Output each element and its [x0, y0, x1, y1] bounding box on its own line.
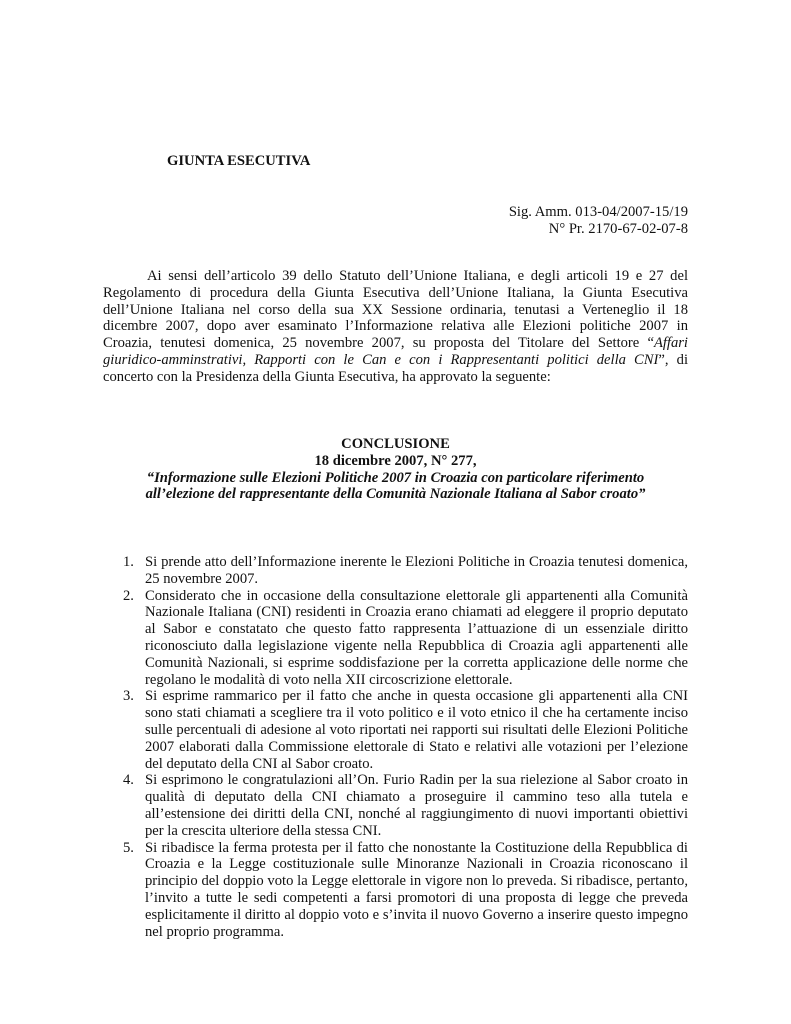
conclusion-points-list	[103, 554, 688, 940]
list-item-number: 5.	[123, 839, 134, 856]
list-item	[103, 840, 688, 941]
list-item-text: Si esprime rammarico per il fatto che anche in questa occasione gli appartenenti alla CNI sono stati chiamati a scegliere tra il voto politico e il voto etnico il che ha certamente inciso sulle percentuali di adesione al voto riportati nei rapporti sui risultati delle Elezioni Politiche 2007 elaborati dalla Commissione elettorale di Stato e relativi alle votazioni per l’elezione del deputato della CNI al Sabor croato.	[145, 688, 688, 772]
intro-italic-sector: Affari giuridico-amminstrativi, Rapporti con le Can e con i Rappresentanti politici della CNI	[103, 335, 688, 368]
reference-number-1: Sig. Amm. 013-04/2007-15/19	[508, 204, 688, 220]
conclusion-subtitle-line-2: all’elezione del rappresentante della Comunità Nazionale Italiana al Sabor croato”	[145, 486, 646, 503]
reference-block	[288, 204, 688, 238]
conclusion-date-number: 18 dicembre 2007, N° 277,	[314, 452, 477, 469]
list-item	[103, 688, 688, 772]
organ-heading: GIUNTA ESECUTIVA	[167, 153, 311, 169]
list-item-number: 4.	[123, 772, 134, 789]
conclusion-heading-block	[103, 436, 688, 503]
list-item-number: 3.	[123, 688, 134, 705]
list-item-text: Considerato che in occasione della consultazione elettorale gli appartenenti alla Comunità Nazionale Italiana (CNI) residenti in Croazia erano chiamati ad eleggere il proprio deputato al Sabor e constatato che questo fatto rappresenta l’attuazione di un essenziale diritto riconosciuto dalla legislazione vigente nella Repubblica di Croazia agli appartenenti alle Comunità Nazionali, si esprime soddisfazione per la corretta applicazione delle norme che regolano le modalità di voto nella XII circoscrizione elettorale.	[145, 587, 688, 688]
list-item-number: 1.	[123, 554, 134, 570]
conclusion-subtitle-line-1: “Informazione sulle Elezioni Politiche 2007 in Croazia con particolare riferimento	[146, 469, 645, 486]
list-item	[103, 588, 688, 689]
conclusion-title: CONCLUSIONE	[341, 436, 450, 452]
list-item-text: Si ribadisce la ferma protesta per il fatto che nonostante la Costituzione della Repubblica di Croazia e la Legge costituzionale sulle Minoranze Nazionali in Croazia riconoscano il principio del doppio voto la Legge elettorale in vigore non lo preveda. Si ribadisce, pertanto, l’invito a tutte le sedi competenti a farsi promotori di una proposta di legge che preveda esplicitamente il diritto al doppio voto e s’invita il nuovo Governo a inserire questo impegno nel proprio programma.	[145, 839, 688, 940]
intro-paragraph	[103, 268, 688, 386]
list-item-text: Si esprimono le congratulazioni all’On. Furio Radin per la sua rielezione al Sabor croato in qualità di deputato della CNI chiamato a proseguire il cammino teso alla tutela e all’estensione dei diritti della CNI, nonché al raggiungimento di nuovi importanti obiettivi per la crescita ulteriore della stessa CNI.	[145, 772, 688, 839]
list-item-number: 2.	[123, 587, 134, 604]
intro-text-before: Ai sensi dell’articolo 39 dello Statuto dell’Unione Italiana, e degli articoli 19 e 27 del Regolamento di procedura della Giunta Esecutiva dell’Unione Italiana, la Giunta Esecutiva dell’Unione Italiana nel corso della sua XX Sessione ordinaria, tenutasi a Verteneglio il 18 dicembre 2007, dopo aver esaminato l’Informazione relativa alle Elezioni politiche 2007 in Croazia, tenutesi domenica, 25 novembre 2007, su proposta del Titolare del Settore “	[103, 268, 688, 352]
intro-text-after: ”, di concerto con la Presidenza della Giunta Esecutiva, ha approvato la seguente:	[103, 351, 688, 385]
list-item	[103, 554, 688, 588]
reference-number-2: N° Pr. 2170-67-02-07-8	[548, 220, 688, 237]
list-item	[103, 772, 688, 839]
list-item-text: Si prende atto dell’Informazione inerente le Elezioni Politiche in Croazia tenutesi domenica, 25 novembre 2007.	[145, 554, 688, 587]
